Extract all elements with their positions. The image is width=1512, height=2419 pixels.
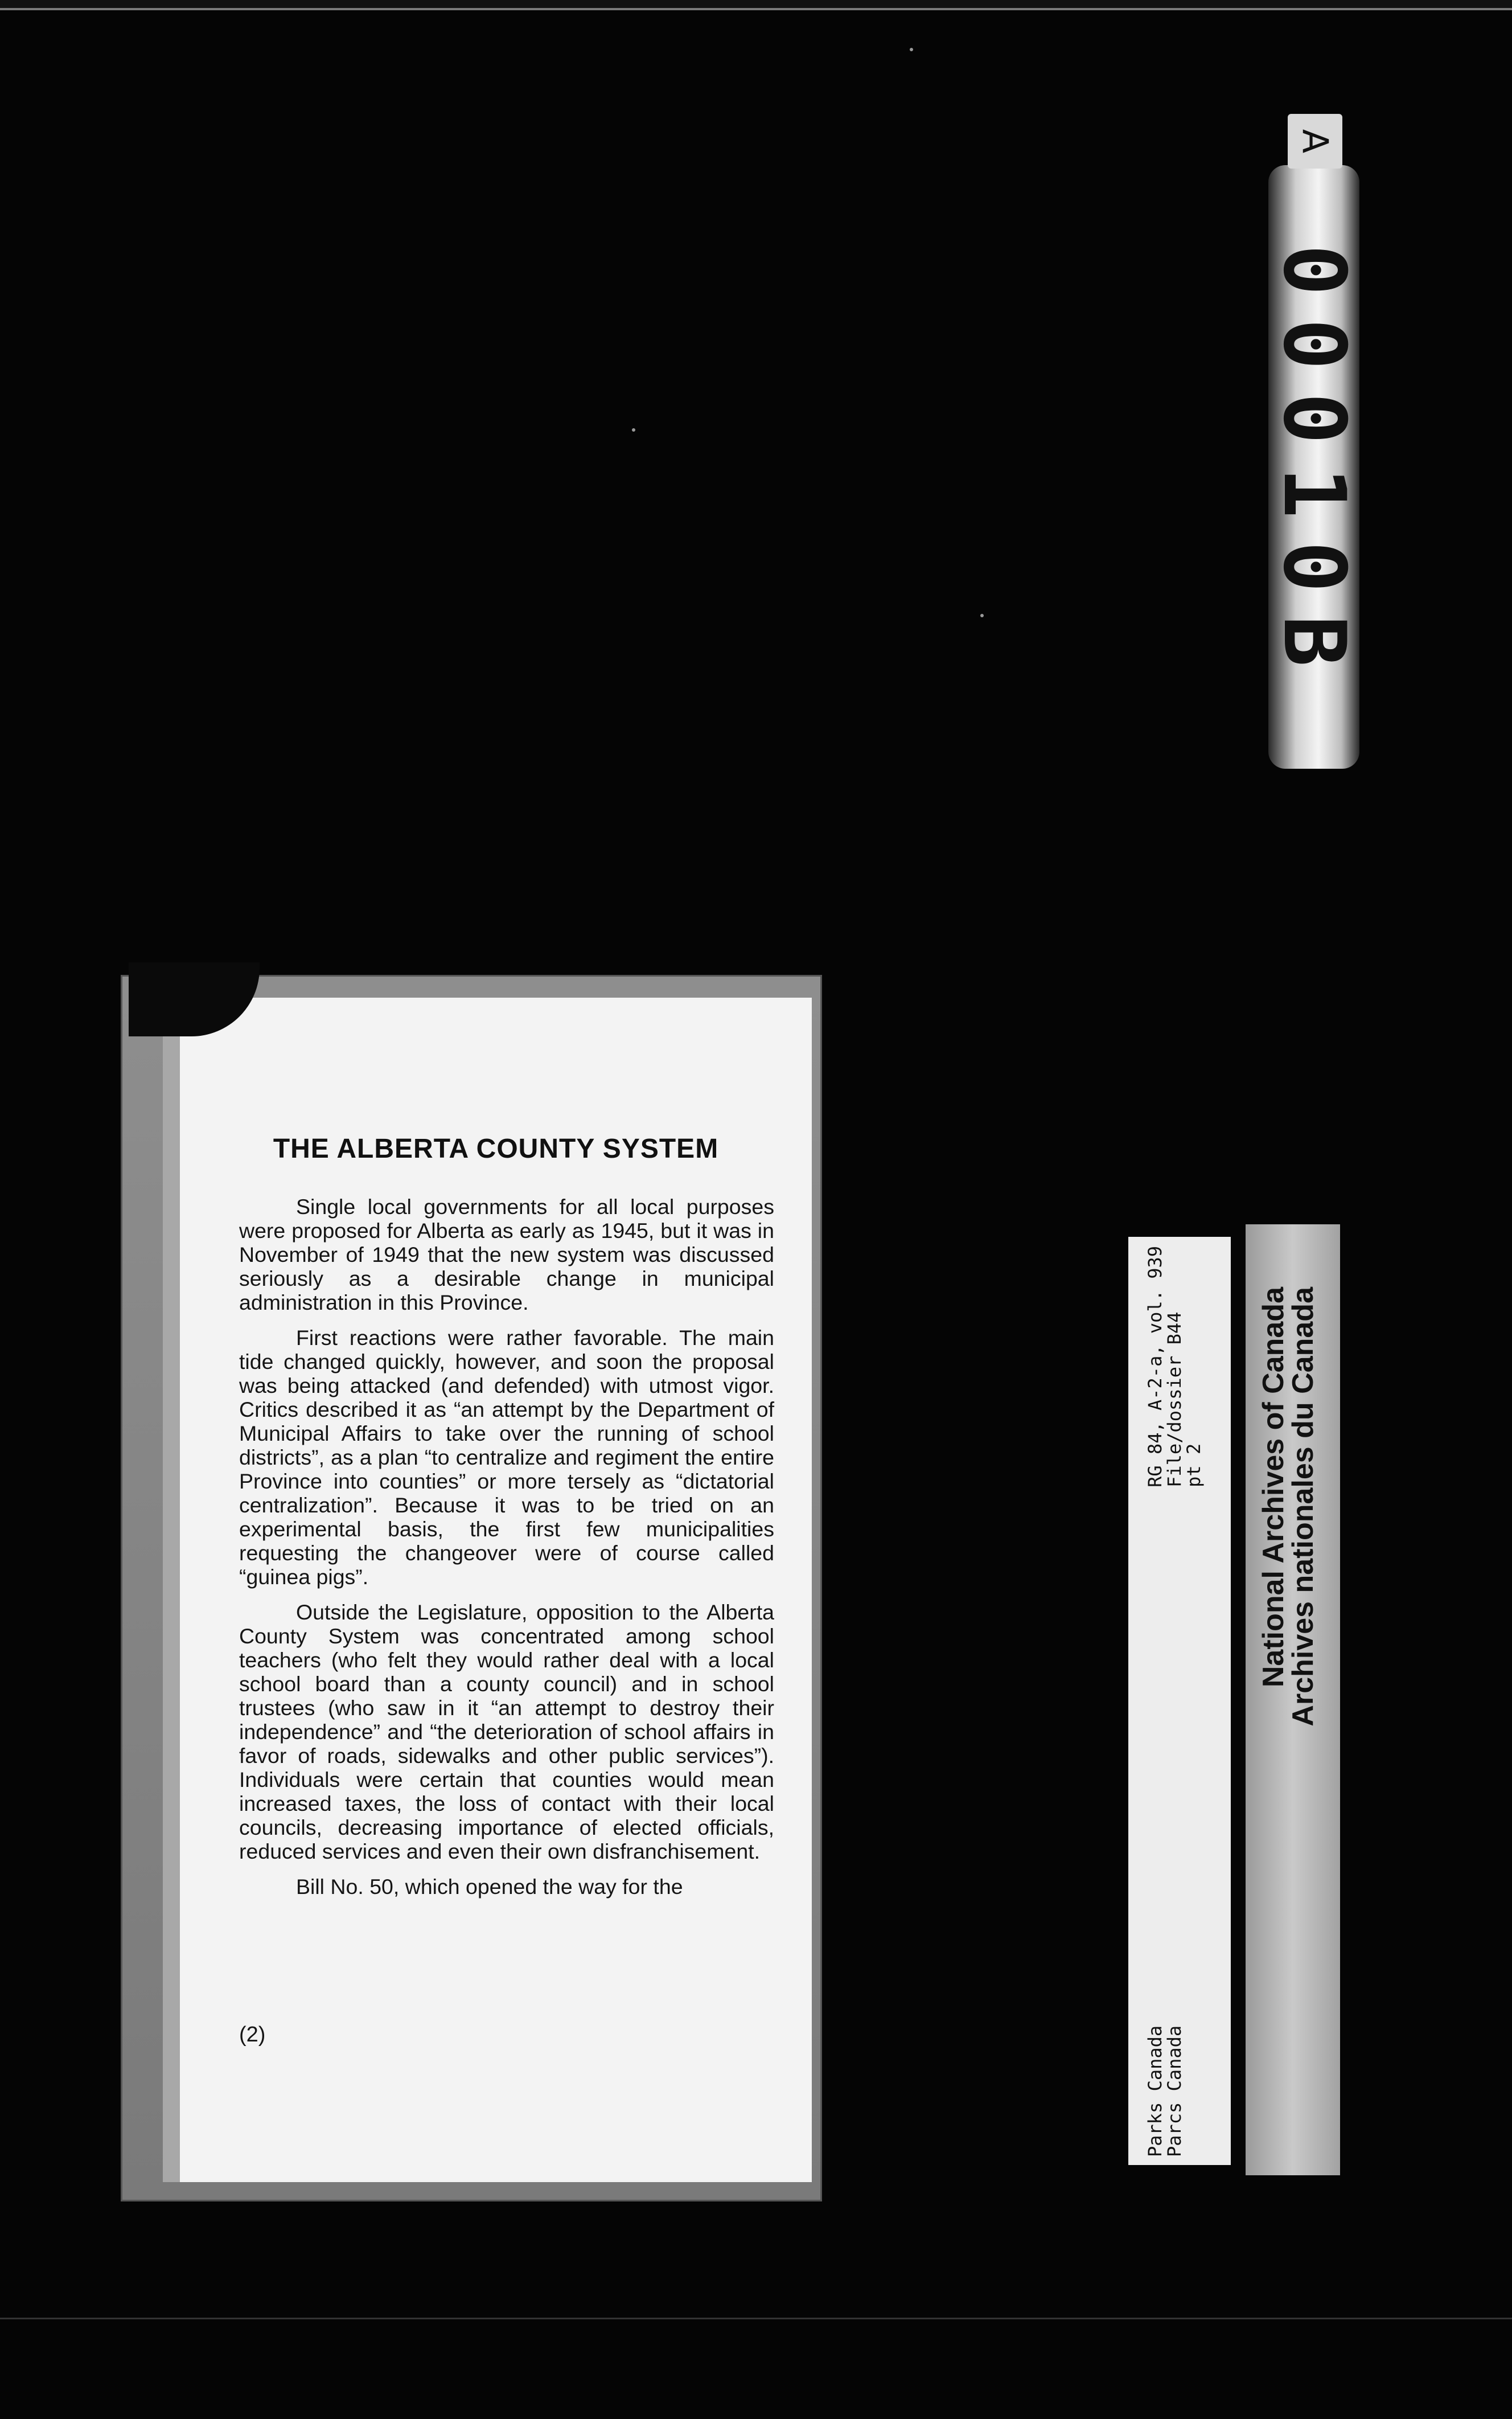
film-speck xyxy=(632,428,635,432)
page-number: (2) xyxy=(239,2023,266,2047)
agency-fr: Parcs Canada xyxy=(1164,2025,1185,2157)
film-speck xyxy=(910,48,913,51)
reference-block xyxy=(1145,1246,1203,1487)
frame-letter: A xyxy=(1295,129,1336,154)
document-title: THE ALBERTA COUNTY SYSTEM xyxy=(273,1134,719,1164)
parks-label-text xyxy=(1134,1246,1225,2157)
reference-line: File/dossier B44 xyxy=(1164,1311,1185,1487)
film-speck xyxy=(980,614,984,617)
frame-letter-box xyxy=(1288,114,1342,169)
archives-label-text xyxy=(1259,1287,1327,2084)
paragraph: Outside the Legislature, opposition to the Alberta County System was concentrated among school teachers (who felt they would rather deal with a local school board than a county council) and in school trustees (who saw in it “an attempt to destroy their independence” and “the deterioration of school affairs in favor of roads, sidewalks and other public services”). Individuals were certain that counties would mean increased taxes, the loss of contact with their local councils, decreasing importance of elected officials, reduced services and even their own disfranchisement. xyxy=(239,1600,774,1863)
frame-number: 00010B xyxy=(1264,244,1363,690)
reference-line: RG 84, A-2-a, vol. 939 xyxy=(1144,1246,1166,1487)
bottom-border xyxy=(0,2318,1512,2319)
agency-names xyxy=(1145,2026,1184,2157)
document-body xyxy=(239,1195,774,1910)
agency-en: Parks Canada xyxy=(1144,2025,1166,2157)
paragraph: Single local governments for all local purposes were proposed for Alberta as early as 1945, but it was in November of 1949 that the new system was discussed seriously as a desirable change in municipal administration in this Province. xyxy=(239,1195,774,1314)
archives-name-en: National Archives of Canada xyxy=(1257,1287,1290,1688)
paragraph: Bill No. 50, which opened the way for the xyxy=(296,1875,683,1899)
paragraph: First reactions were rather favorable. The main tide changed quickly, however, and soon the proposal was being attacked (and defended) with utmost vigor. Critics described it as “an attempt by the Department of Municipal Affairs to take over the running of school districts”, as a plan “to centralize and regiment the entire Province into counties” or more tersely as “dictatorial centralization”. Because it was to be tried on an experimental basis, the first few municipalities requesting the changeover were of course called “guinea pigs”. xyxy=(239,1326,774,1589)
top-border xyxy=(0,0,1512,10)
archives-name-fr: Archives nationales du Canada xyxy=(1287,1287,1320,1727)
reference-line: pt 2 xyxy=(1183,1443,1205,1487)
